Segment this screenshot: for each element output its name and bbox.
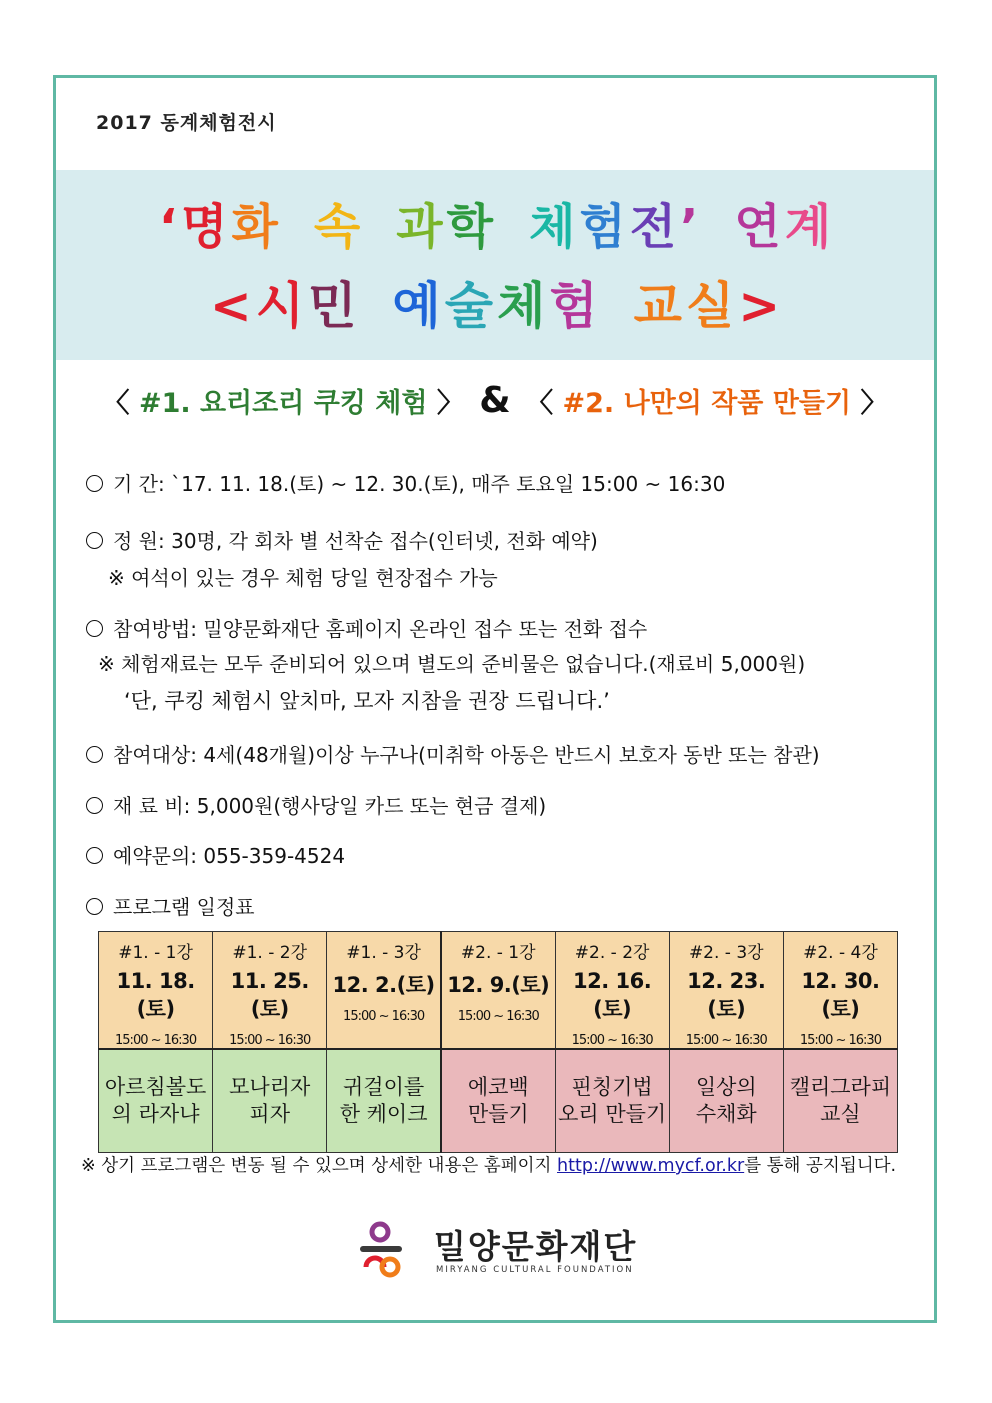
circle-bullet-icon	[86, 898, 103, 915]
schedule-session-cell	[555, 932, 669, 1050]
footnote-text: ※ 상기 프로그램은 변동 될 수 있으며 상세한 내용은 홈페이지	[81, 1156, 558, 1176]
schedule-program-cell	[327, 1049, 441, 1153]
program-name-line-1: 귀걸이를	[343, 1075, 425, 1099]
bracket-open-2: 〈	[526, 388, 554, 419]
session-date: 12. 30.(토)	[801, 969, 880, 1021]
title-glyph: 교	[633, 277, 682, 335]
program-name-line-1: 모나리자	[229, 1075, 311, 1099]
title-glyph: 예	[392, 277, 441, 335]
title-glyph: 험	[549, 277, 598, 335]
foundation-logo-icon	[356, 1221, 426, 1281]
title-glyph: 전	[629, 199, 677, 255]
session-date: 12. 2.(토)	[332, 973, 435, 997]
circle-bullet-icon	[86, 532, 103, 549]
session-time: 15:00 ~ 16:30	[799, 1033, 881, 1048]
program-name-line-2: 만들기	[467, 1102, 529, 1126]
period-text: 기 간: `17. 11. 18.(토) ~ 12. 30.(토), 매주 토요일 15:00 ~ 16:30	[113, 472, 726, 496]
schedule-title-text: 프로그램 일정표	[113, 895, 255, 919]
circle-bullet-icon	[86, 620, 103, 637]
schedule-session-cell	[783, 932, 897, 1050]
info-method	[86, 613, 647, 642]
method-text: 참여방법: 밀양문화재단 홈페이지 온라인 접수 또는 전화 접수	[113, 617, 648, 641]
info-target	[86, 739, 820, 768]
foundation-logo	[356, 1221, 656, 1281]
program-name-line-1: 아르침볼도	[104, 1075, 207, 1099]
session-label: #1. - 3강	[346, 943, 421, 963]
title-line-2	[56, 266, 934, 338]
method-note-1: ※ 체험재료는 모두 준비되어 있으며 별도의 준비물은 없습니다.(재료비 5,000원)	[98, 652, 806, 676]
title-glyph: 연	[734, 199, 781, 255]
program-name-line-2: 피자	[249, 1102, 290, 1126]
program-name-line-1: 핀칭기법	[571, 1075, 653, 1099]
title-glyph: 술	[444, 277, 493, 335]
session-label: #2. - 1강	[460, 943, 536, 963]
title-glyph: 실	[685, 277, 735, 335]
program-name-line-1: 에코백	[467, 1075, 529, 1099]
session-date: 11. 25.(토)	[230, 969, 309, 1021]
schedule-header-row	[99, 932, 898, 1050]
capacity-text: 정 원: 30명, 각 회차 별 선착순 접수(인터넷, 전화 예약)	[113, 529, 598, 553]
event-subtitle: 2017 동계체험전시	[96, 112, 277, 134]
program-name-line-2: 의 라자냐	[111, 1102, 200, 1126]
contact-text: 예약문의: 055-359-4524	[113, 844, 346, 868]
title-glyph: 과	[396, 199, 443, 255]
session-label: #2. - 4강	[803, 943, 878, 963]
program-name-line-2: 오리 만들기	[558, 1102, 667, 1126]
foundation-name: 밀양문화재단	[434, 1227, 638, 1266]
program-name-line-2: 교실	[820, 1102, 861, 1126]
title-glyph: 시	[255, 277, 305, 335]
session-label: #2. - 3강	[688, 943, 764, 963]
title-banner	[56, 170, 934, 360]
fee-text: 재 료 비: 5,000원(행사당일 카드 또는 현금 결제)	[113, 794, 547, 818]
session-time: 15:00 ~ 16:30	[571, 1033, 653, 1048]
session-date: 12. 16.(토)	[573, 969, 652, 1021]
title-glyph: 체	[497, 277, 546, 335]
schedule-session-cell	[327, 932, 441, 1050]
schedule-program-cell	[99, 1049, 213, 1153]
title-line-1	[56, 188, 934, 257]
program-name-line-2: 한 케이크	[339, 1102, 428, 1126]
program-name-line-1: 일상의	[695, 1075, 757, 1099]
capacity-note: ※ 여석이 있는 경우 체험 당일 현장접수 가능	[108, 566, 498, 590]
title-glyph: 험	[579, 199, 626, 255]
foundation-name-english: MIRYANG CULTURAL FOUNDATION	[436, 1265, 634, 1275]
program-name-line-1: 캘리그라피	[789, 1075, 892, 1099]
method-note-2: ‘단, 쿠킹 체험시 앞치마, 모자 지참을 권장 드립니다.’	[124, 689, 610, 713]
bracket-open-1: 〈	[102, 388, 130, 419]
title-glyph: 속	[313, 199, 361, 255]
circle-bullet-icon	[86, 746, 103, 763]
circle-bullet-icon	[86, 847, 103, 864]
title-glyph: 체	[529, 199, 576, 255]
title-glyph: 계	[784, 199, 832, 255]
session-time: 15:00 ~ 16:30	[457, 1009, 539, 1024]
schedule-program-cell	[441, 1049, 555, 1153]
session-time: 15:00 ~ 16:30	[343, 1009, 425, 1024]
homepage-link[interactable]: http://www.mycf.or.kr	[557, 1156, 745, 1176]
schedule-program-cell	[669, 1049, 783, 1153]
session-time: 15:00 ~ 16:30	[685, 1033, 767, 1048]
circle-bullet-icon	[86, 475, 103, 492]
title-glyph: ’	[680, 199, 699, 255]
program-heading	[56, 380, 934, 421]
session-time: 15:00 ~ 16:30	[115, 1033, 197, 1048]
session-label: #2. - 2강	[574, 943, 650, 963]
session-date: 11. 18.(토)	[116, 969, 195, 1021]
session-label: #1. - 2강	[232, 943, 308, 963]
title-glyph: >	[738, 277, 781, 335]
schedule-session-cell	[669, 932, 783, 1050]
title-glyph: 민	[308, 277, 357, 335]
schedule-session-cell	[441, 932, 555, 1050]
schedule-session-cell	[99, 932, 213, 1050]
ampersand: &	[479, 380, 511, 421]
session-time: 15:00 ~ 16:30	[229, 1033, 311, 1048]
info-schedule-title	[86, 891, 255, 920]
info-capacity	[86, 525, 598, 554]
info-contact	[86, 840, 345, 869]
schedule-session-cell	[213, 932, 327, 1050]
title-glyph: <	[209, 277, 252, 335]
schedule-program-cell	[555, 1049, 669, 1153]
title-glyph: 학	[446, 199, 493, 255]
bracket-close-2: 〉	[860, 388, 888, 419]
poster-frame	[53, 75, 937, 1323]
info-period	[86, 468, 725, 497]
footnote-tail: 를 통해 공지됩니다.	[744, 1156, 897, 1176]
circle-bullet-icon	[86, 797, 103, 814]
target-text: 참여대상: 4세(48개월)이상 누구나(미취학 아동은 반드시 보호자 동반 또는 참관)	[113, 743, 820, 767]
schedule-program-row	[99, 1049, 898, 1153]
program-2-title: #2. 나만의 작품 만들기	[562, 388, 852, 419]
title-glyph: 명	[181, 199, 228, 255]
program-1-title: #1. 요리조리 쿠킹 체험	[138, 388, 428, 419]
session-date: 12. 9.(토)	[447, 973, 550, 997]
bracket-close-1: 〉	[436, 388, 464, 419]
schedule-table	[98, 931, 898, 1153]
schedule-program-cell	[213, 1049, 327, 1153]
program-name-line-2: 수채화	[695, 1102, 757, 1126]
schedule-program-cell	[783, 1049, 897, 1153]
session-date: 12. 23.(토)	[687, 969, 766, 1021]
footnote	[81, 1152, 896, 1177]
session-label: #1. - 1강	[118, 943, 193, 963]
title-glyph: 화	[231, 199, 278, 255]
info-fee	[86, 790, 546, 819]
title-glyph: ‘	[158, 199, 178, 255]
